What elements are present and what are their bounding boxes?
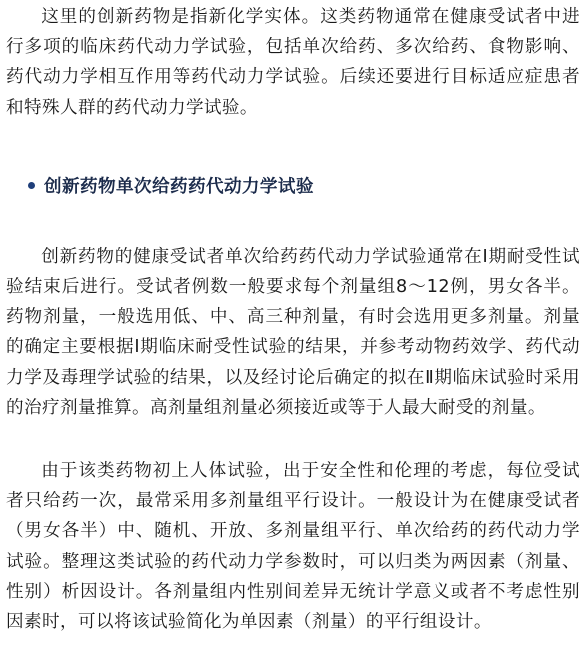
intro-paragraph: 这里的创新药物是指新化学实体。这类药物通常在健康受试者中进行多项的临床药代动力学试验，包括单次给药、多次给药、食物影响、药代动力学相互作用等药代动力学试验。后续还要进行目标适应症患者和特殊人群的药代动力学试验。: [6, 7, 580, 118]
section-paragraph-dosing: 创新药物的健康受试者单次给药药代动力学试验通常在I期耐受性试验结束后进行。受试者例数一般要求每个剂量组8～12例，男女各半。药物剂量，一般选用低、中、高三种剂量，有时会选用更多剂量。剂量的确定主要根据Ⅰ期临床耐受性试验的结果，并参考动物药效学、药代动力学及毒理学试验的结果，以及经讨论后确定的拟在Ⅱ期临床试验时采用的治疗剂量推算。高剂量组剂量必须接近或等于人最大耐受的剂量。: [6, 246, 580, 418]
section-heading-text: 创新药物单次给药药代动力学试验: [44, 177, 314, 198]
section-paragraph-design: 由于该类药物初上人体试验，出于安全性和伦理的考虑，每位受试者只给药一次，最常采用多剂量组平行设计。一般设计为在健康受试者（男女各半）中、随机、开放、多剂量组平行、单次给药的药代动力学试验。整理这类试验的药代动力学参数时，可以归类为两因素（剂量、性别）析因设计。各剂量组内性别间差异无统计学意义或者不考虑性别因素时，可以将该试验简化为单因素（剂量）的平行组设计。: [6, 461, 580, 633]
bullet-dot-icon: [28, 182, 35, 189]
section-heading: [6, 171, 580, 201]
